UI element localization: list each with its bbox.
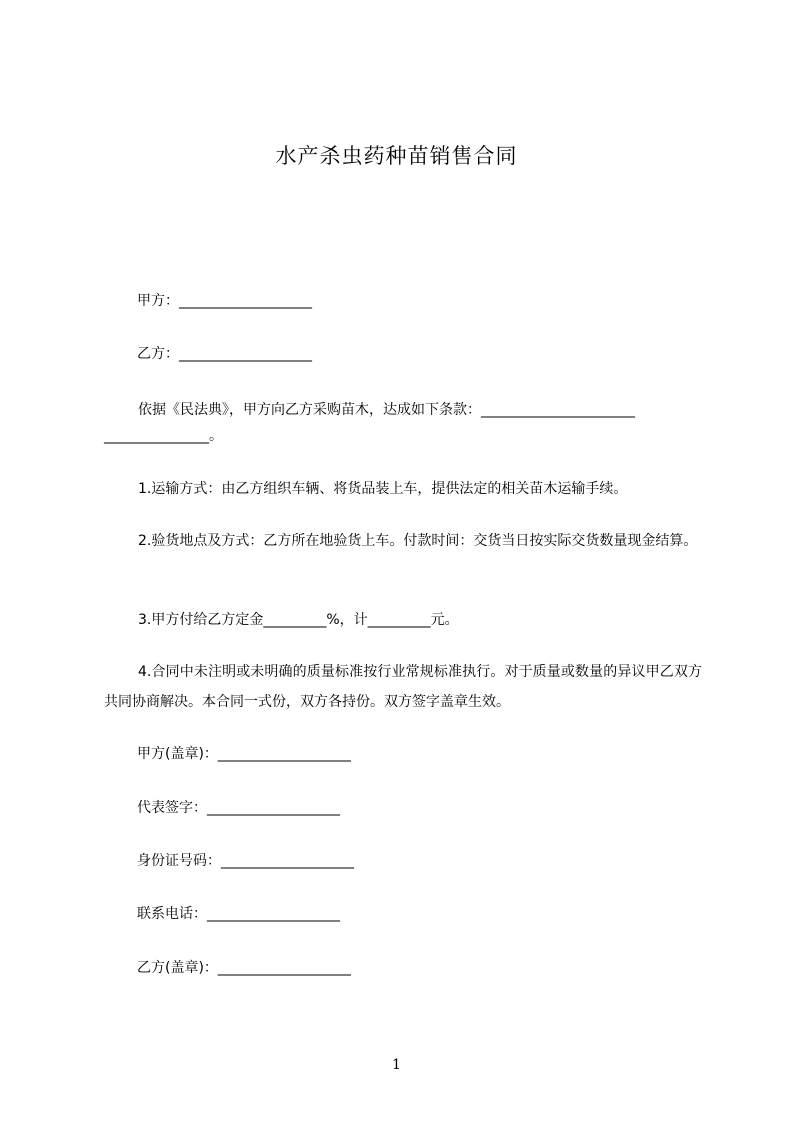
clause-3: 3.甲方付给乙方定金_________%，计_________元。 [138, 612, 459, 628]
intro-line-2: _______________。 [104, 428, 223, 444]
intro-line-1: 依据《民法典》，甲方向乙方采购苗木，达成如下条款：______________________ [138, 402, 635, 418]
signature-party-a-seal: 甲方(盖章)：___________________ [137, 746, 351, 762]
signature-phone: 联系电话：___________________ [137, 906, 340, 922]
clause-1: 1.运输方式：由乙方组织车辆、将货品装上车，提供法定的相关苗木运输手续。 [138, 481, 628, 497]
clause-4: 4.合同中未注明或未明确的质量标准按行业常规标准执行。对于质量或数量的异议甲乙双方共同协商解决。本合同一式份，双方各持份。双方签字盖章生效。 [104, 664, 702, 710]
page-number: 1 [392, 1057, 401, 1073]
document-title: 水产杀虫药种苗销售合同 [275, 144, 518, 168]
signature-id-number: 身份证号码：___________________ [137, 853, 354, 869]
clause-2: 2.验货地点及方式：乙方所在地验货上车。付款时间：交货当日按实际交货数量现金结算。 [138, 533, 698, 549]
party-b-line: 乙方：___________________ [137, 346, 312, 362]
signature-representative: 代表签字：___________________ [137, 800, 340, 816]
signature-party-b-seal: 乙方(盖章)：___________________ [137, 960, 351, 976]
party-a-line: 甲方：___________________ [137, 293, 312, 309]
